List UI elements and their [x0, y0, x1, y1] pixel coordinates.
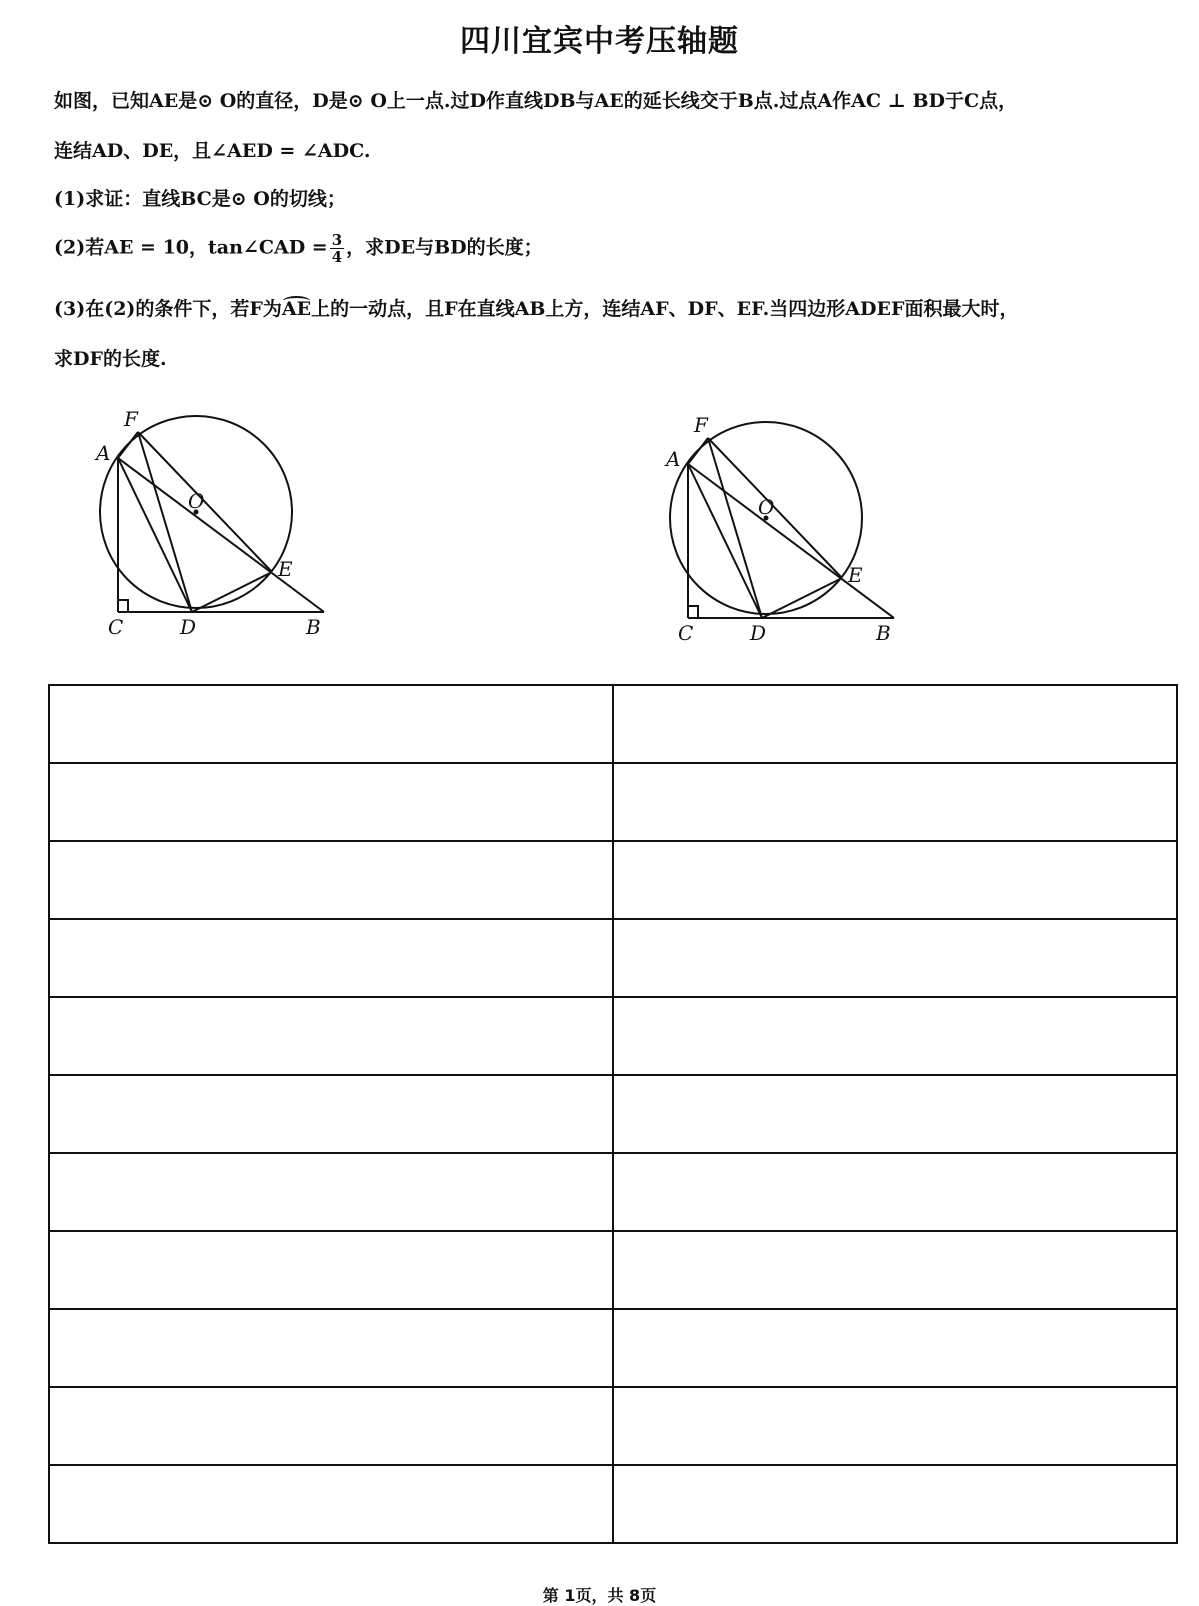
- label-f: F: [694, 413, 708, 437]
- grid-row: [48, 1232, 1178, 1310]
- segment-ad: [118, 458, 192, 612]
- question-3: [54, 294, 1018, 321]
- answer-cell[interactable]: [48, 1076, 612, 1152]
- segment-ab: [118, 458, 324, 612]
- label-f: F: [124, 407, 138, 431]
- grid-row: [48, 998, 1178, 1076]
- right-angle-mark: [688, 606, 698, 618]
- answer-cell[interactable]: [612, 1388, 1178, 1464]
- answer-cell[interactable]: [48, 764, 612, 840]
- answer-cell[interactable]: [48, 1154, 612, 1230]
- label-c: C: [678, 621, 694, 645]
- grid-row: [48, 1388, 1178, 1466]
- segment-de: [192, 572, 272, 612]
- label-o: O: [758, 495, 775, 519]
- answer-grid: [48, 684, 1178, 1534]
- label-d: D: [750, 621, 767, 645]
- segment-ad: [688, 464, 762, 618]
- grid-row: [48, 842, 1178, 920]
- arc-ae: AE: [281, 298, 312, 320]
- segment-ab: [688, 464, 894, 618]
- question-2: [54, 232, 543, 265]
- label-e: E: [278, 557, 293, 581]
- label-b: B: [876, 621, 891, 645]
- answer-cell[interactable]: [612, 998, 1178, 1074]
- page-footer: 第 1页，共 8页: [542, 1586, 657, 1605]
- geometry-figure-2: [650, 406, 920, 656]
- fraction-denominator: 4: [331, 248, 343, 266]
- answer-cell[interactable]: [612, 920, 1178, 996]
- segment-de: [762, 578, 842, 618]
- grid-row: [48, 920, 1178, 998]
- label-b: B: [306, 615, 321, 639]
- answer-cell[interactable]: [48, 1310, 612, 1386]
- grid-row: [48, 1310, 1178, 1388]
- answer-cell[interactable]: [48, 842, 612, 918]
- segment-af: [118, 432, 138, 458]
- answer-cell[interactable]: [612, 1154, 1178, 1230]
- question-1: (1)求证：直线BC是⊙ O的切线；: [54, 188, 346, 210]
- label-a: A: [666, 447, 681, 471]
- label-d: D: [180, 615, 197, 639]
- grid-row: [48, 1076, 1178, 1154]
- question-3-text-end: 上的一动点，且F在直线AB上方，连结AF、DF、EF.当四边形ADEF面积最大时，: [311, 298, 1019, 320]
- answer-cell[interactable]: [612, 1076, 1178, 1152]
- answer-cell[interactable]: [612, 1232, 1178, 1308]
- question-3-line2: 求DF的长度.: [54, 348, 167, 370]
- grid-row: [48, 764, 1178, 842]
- geometry-figure-1: [80, 400, 350, 650]
- tan-fraction: [330, 232, 344, 265]
- answer-cell[interactable]: [612, 1310, 1178, 1386]
- answer-cell[interactable]: [612, 842, 1178, 918]
- page-title: 四川宜宾中考压轴题: [460, 24, 739, 59]
- question-3-text: (3)在(2)的条件下，若F为: [54, 298, 282, 320]
- grid-row: [48, 1154, 1178, 1232]
- grid-row: [48, 684, 1178, 764]
- label-e: E: [848, 563, 863, 587]
- answer-cell[interactable]: [48, 1232, 612, 1308]
- label-o: O: [188, 489, 205, 513]
- question-2-text-end: ，求DE与BD的长度；: [346, 236, 543, 259]
- answer-cell[interactable]: [612, 764, 1178, 840]
- answer-cell[interactable]: [48, 686, 612, 762]
- label-c: C: [108, 615, 124, 639]
- answer-cell[interactable]: [48, 998, 612, 1074]
- answer-cell[interactable]: [48, 920, 612, 996]
- answer-cell[interactable]: [612, 1466, 1178, 1542]
- right-angle-mark: [118, 600, 128, 612]
- question-2-text: (2)若AE = 10，tan∠CAD =: [54, 236, 328, 259]
- problem-intro-line1: 如图，已知AE是⊙ O的直径，D是⊙ O上一点.过D作直线DB与AE的延长线交于B点.过点A作AC ⊥ BD于C点，: [54, 90, 1018, 112]
- fraction-numerator: 3: [331, 231, 343, 249]
- label-a: A: [96, 441, 111, 465]
- answer-cell[interactable]: [48, 1388, 612, 1464]
- answer-cell[interactable]: [612, 686, 1178, 762]
- answer-cell[interactable]: [48, 1466, 612, 1542]
- segment-af: [688, 438, 708, 464]
- problem-intro-line2: 连结AD、DE，且∠AED = ∠ADC.: [54, 140, 371, 162]
- grid-row: [48, 1466, 1178, 1544]
